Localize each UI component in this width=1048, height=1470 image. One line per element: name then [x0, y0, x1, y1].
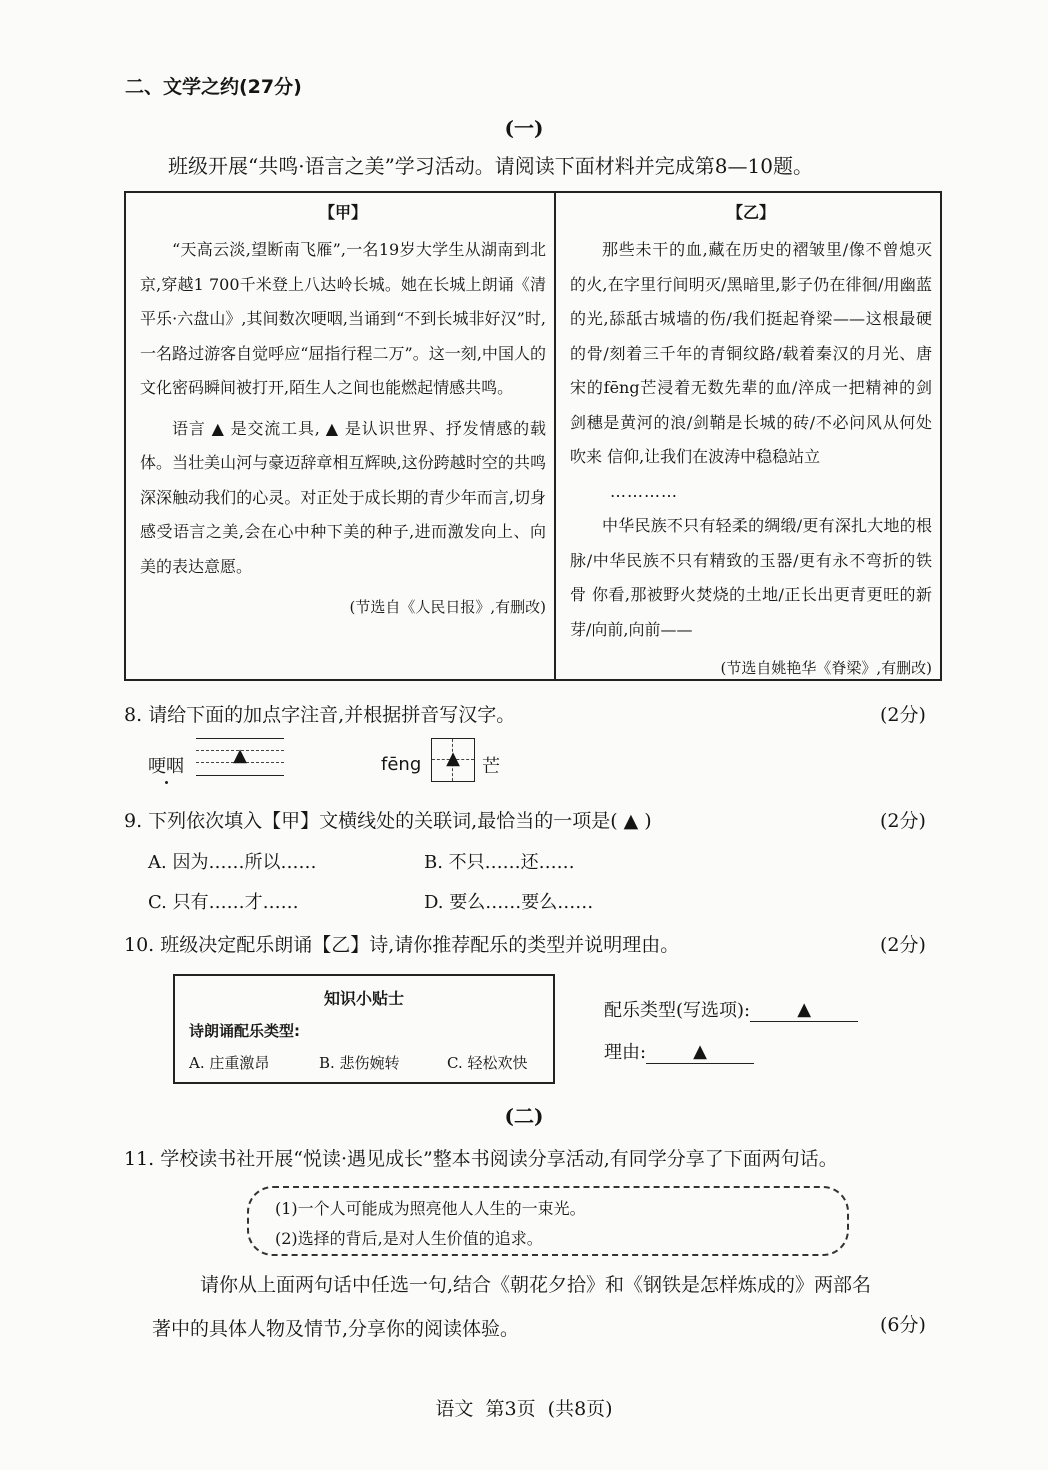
passage-jia-heading: 【甲】 [318, 203, 367, 222]
reason-label: 理由: [604, 1042, 647, 1063]
column-divider [554, 193, 556, 679]
question-9-score: (2分) [880, 810, 926, 832]
passage-yi-source: (节选自姚艳华《脊梁》,有删改) [720, 659, 932, 677]
quote-sentence-2: (2)选择的背后,是对人生价值的追求。 [275, 1229, 543, 1248]
passage-yi-heading: 【乙】 [726, 203, 775, 222]
tips-box [173, 974, 555, 1084]
tips-title: 知识小贴士 [323, 989, 404, 1008]
music-type-row [604, 996, 858, 1022]
section-title: 二、文学之约(27分) [125, 76, 302, 98]
answer-mark: ▲ [233, 745, 247, 766]
question-9-option-c[interactable]: C. 只有……才…… [148, 892, 299, 913]
tips-subtitle: 诗朗诵配乐类型: [189, 1022, 300, 1040]
question-9-option-d[interactable]: D. 要么……要么…… [424, 892, 594, 913]
part-one-title: (一) [504, 116, 544, 140]
passage-yi-paragraph-2: 中华民族不只有轻柔的绸缎/更有深扎大地的根脉/中华民族不只有精致的玉器/更有永不弯折的铁骨 你看,那被野火焚烧的土地/正长出更青更旺的新芽/向前,向前—— [570, 516, 932, 639]
question-8-score: (2分) [880, 704, 926, 726]
question-11-prompt-line-1: 请你从上面两句话中任选一句,结合《朝花夕拾》和《钢铁是怎样炼成的》两部名 [200, 1274, 872, 1296]
reading-material-box [124, 191, 942, 681]
tips-option-a: A. 庄重激昂 [189, 1054, 270, 1072]
question-8-word-2: 芒 [482, 756, 500, 777]
music-type-blank[interactable] [750, 999, 858, 1022]
passage-jia-paragraph-2: 语言 ▲ 是交流工具, ▲ 是认识世界、抒发情感的载体。当壮美山河与豪迈辞章相互辉映,这份跨越时空的共鸣深深触动我们的心灵。对正处于成长期的青少年而言,切身感受语言之美,会在心中种下美的种子,进而激发向上、向美的表达意愿。 [140, 418, 546, 576]
emphasized-word: 哽咽 [148, 756, 184, 777]
question-11-score: (6分) [880, 1314, 926, 1336]
quote-box [247, 1186, 849, 1256]
reason-blank[interactable] [646, 1041, 754, 1064]
question-8-word-1 [148, 752, 184, 778]
question-9-text: 9. 下列依次填入【甲】文横线处的关联词,最恰当的一项是( ▲ ) [124, 810, 652, 832]
question-10-score: (2分) [880, 934, 926, 956]
part-two-title: (二) [504, 1104, 544, 1128]
reason-row [604, 1038, 754, 1064]
character-answer-box[interactable] [431, 738, 475, 782]
passage-yi [570, 193, 932, 686]
tips-option-c: C. 轻松欢快 [447, 1054, 528, 1072]
pinyin-answer-box[interactable] [196, 738, 284, 776]
question-8-text: 8. 请给下面的加点字注音,并根据拼音写汉字。 [124, 704, 516, 726]
tips-option-b: B. 悲伤婉转 [319, 1054, 400, 1072]
answer-mark: ▲ [797, 999, 812, 1020]
question-11-text: 11. 学校读书社开展“悦读·遇见成长”整本书阅读分享活动,有同学分享了下面两句话。 [124, 1148, 838, 1170]
intro-text: 班级开展“共鸣·语言之美”学习活动。请阅读下面材料并完成第8—10题。 [168, 154, 813, 178]
answer-mark: ▲ [693, 1041, 707, 1062]
passage-jia-paragraph-1: “天高云淡,望断南飞雁”,一名19岁大学生从湖南到北京,穿越1 700千米登上八达岭长城。她在长城上朗诵《清平乐·六盘山》,其间数次哽咽,当诵到“不到长城非好汉”时,一名路过游客自觉呼应“屈指行程二万”。这一刻,中国人的文化密码瞬间被打开,陌生人之间也能燃起情感共鸣。 [140, 240, 546, 397]
passage-yi-ellipsis: ………… [610, 481, 678, 501]
music-type-label: 配乐类型(写选项): [604, 1000, 751, 1021]
passage-jia [140, 193, 546, 625]
quote-sentence-1: (1)一个人可能成为照亮他人人生的一束光。 [275, 1199, 586, 1218]
question-11-prompt-line-2: 著中的具体人物及情节,分享你的阅读体验。 [152, 1318, 520, 1340]
page-footer: 语文 第3页 (共8页) [435, 1398, 613, 1420]
question-10-text: 10. 班级决定配乐朗诵【乙】诗,请你推荐配乐的类型并说明理由。 [124, 934, 680, 956]
pinyin-label: fēng [381, 754, 422, 775]
question-9-option-a[interactable]: A. 因为……所以…… [148, 852, 317, 873]
question-9-option-b[interactable]: B. 不只……还…… [424, 852, 575, 873]
passage-yi-paragraph-1: 那些未干的血,藏在历史的褶皱里/像不曾熄灭的火,在字里行间明灭/黑暗里,影子仍在徘徊/用幽蓝的光,舔舐古城墙的伤/我们挺起脊梁——这根最硬的骨/刻着三千年的青铜纹路/载着秦汉的月光、唐宋的fēng芒浸着无数先辈的血/淬成一把精神的剑 剑穗是黄河的浪/剑鞘是长城的砖/不必问风从何处吹来 信仰,让我们在波涛中稳稳站立 [570, 240, 932, 466]
passage-jia-source: (节选自《人民日报》,有删改) [349, 598, 546, 616]
answer-mark: ▲ [446, 748, 460, 769]
